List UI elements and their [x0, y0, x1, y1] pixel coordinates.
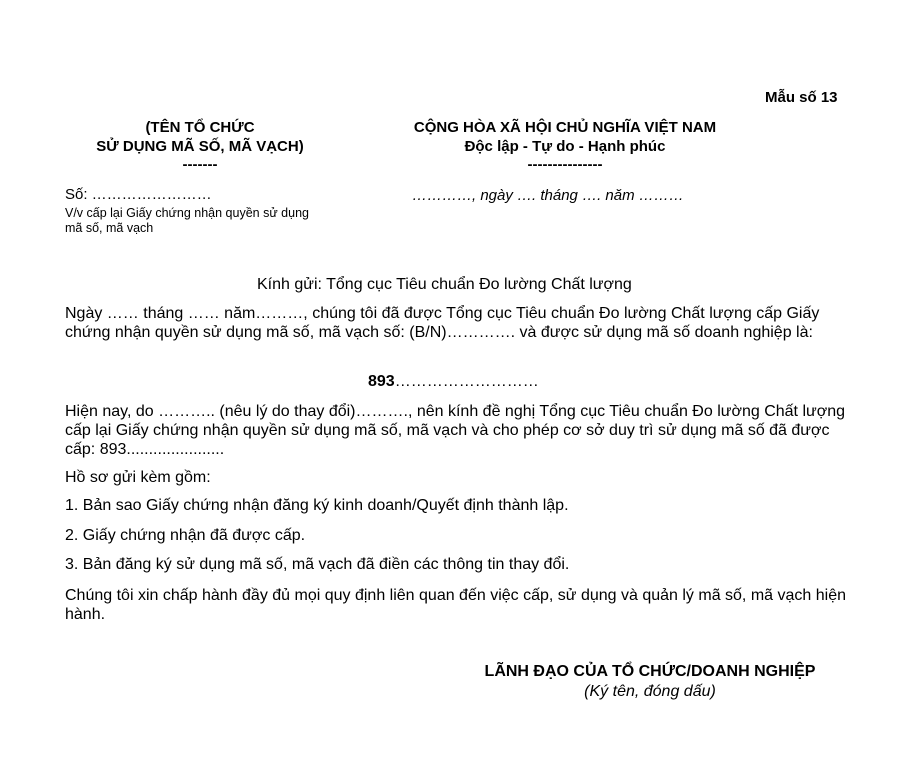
subject-line-2: mã số, mã vạch [65, 221, 154, 235]
national-divider: --------------- [527, 156, 603, 173]
enterprise-code-dots: ……………………… [394, 373, 539, 390]
commitment-paragraph: Chúng tôi xin chấp hành đầy đủ mọi quy định liên quan đến việc cấp, sử dụng và quản lý mã số, mã vạch hiện hành. [65, 587, 846, 623]
paragraph-2: Hiện nay, do ……….. (nêu lý do thay đổi)………., nên kính đề nghị Tổng cục Tiêu chuẩn Đo lường Chất lượng cấp lại Giấy chứng nhận quyền sử dụng mã số, mã vạch và cho phép cơ sở duy trì sử dụng mã số đã được cấp: 893...................... [65, 403, 845, 458]
national-title: CỘNG HÒA XÃ HỘI CHỦ NGHĨA VIỆT NAM [413, 119, 717, 136]
attachment-item-2: 2. Giấy chứng nhận đã được cấp. [65, 527, 306, 544]
document-number: Số: …………………… [65, 186, 212, 203]
date-line: …………, ngày …. tháng …. năm ……… [412, 187, 684, 204]
organization-name-line2: SỬ DỤNG MÃ SỐ, MÃ VẠCH) [96, 138, 304, 155]
organization-divider: ------- [182, 156, 218, 173]
signature-note: (Ký tên, đóng dấu) [584, 683, 716, 700]
recipient: Kính gửi: Tổng cục Tiêu chuẩn Đo lường Chất lượng [257, 276, 632, 293]
attachment-item-3: 3. Bản đăng ký sử dụng mã số, mã vạch đã điền các thông tin thay đổi. [65, 556, 570, 573]
form-number: Mẫu số 13 [765, 89, 838, 106]
national-header [355, 118, 775, 174]
enterprise-code-prefix: 893 [368, 373, 395, 390]
attachment-item-1: 1. Bản sao Giấy chứng nhận đăng ký kinh doanh/Quyết định thành lập. [65, 497, 569, 514]
attachments-heading: Hồ sơ gửi kèm gồm: [65, 469, 211, 486]
paragraph-1: Ngày …… tháng …… năm………, chúng tôi đã được Tổng cục Tiêu chuẩn Đo lường Chất lượng cấp Giấy chứng nhận quyền sử dụng mã số, mã vạch số: (B/N)…………. và được sử dụng mã số doanh nghiệp là: [65, 305, 820, 341]
organization-name-line1: (TÊN TỔ CHỨC [145, 119, 255, 136]
signature-block [455, 662, 845, 702]
signature-title: LÃNH ĐẠO CỦA TỔ CHỨC/DOANH NGHIỆP [484, 663, 816, 680]
organization-header [40, 118, 360, 174]
enterprise-code [368, 373, 539, 391]
national-motto: Độc lập - Tự do - Hạnh phúc [464, 138, 666, 155]
subject-line-1: V/v cấp lại Giấy chứng nhận quyền sử dụng [65, 206, 309, 220]
